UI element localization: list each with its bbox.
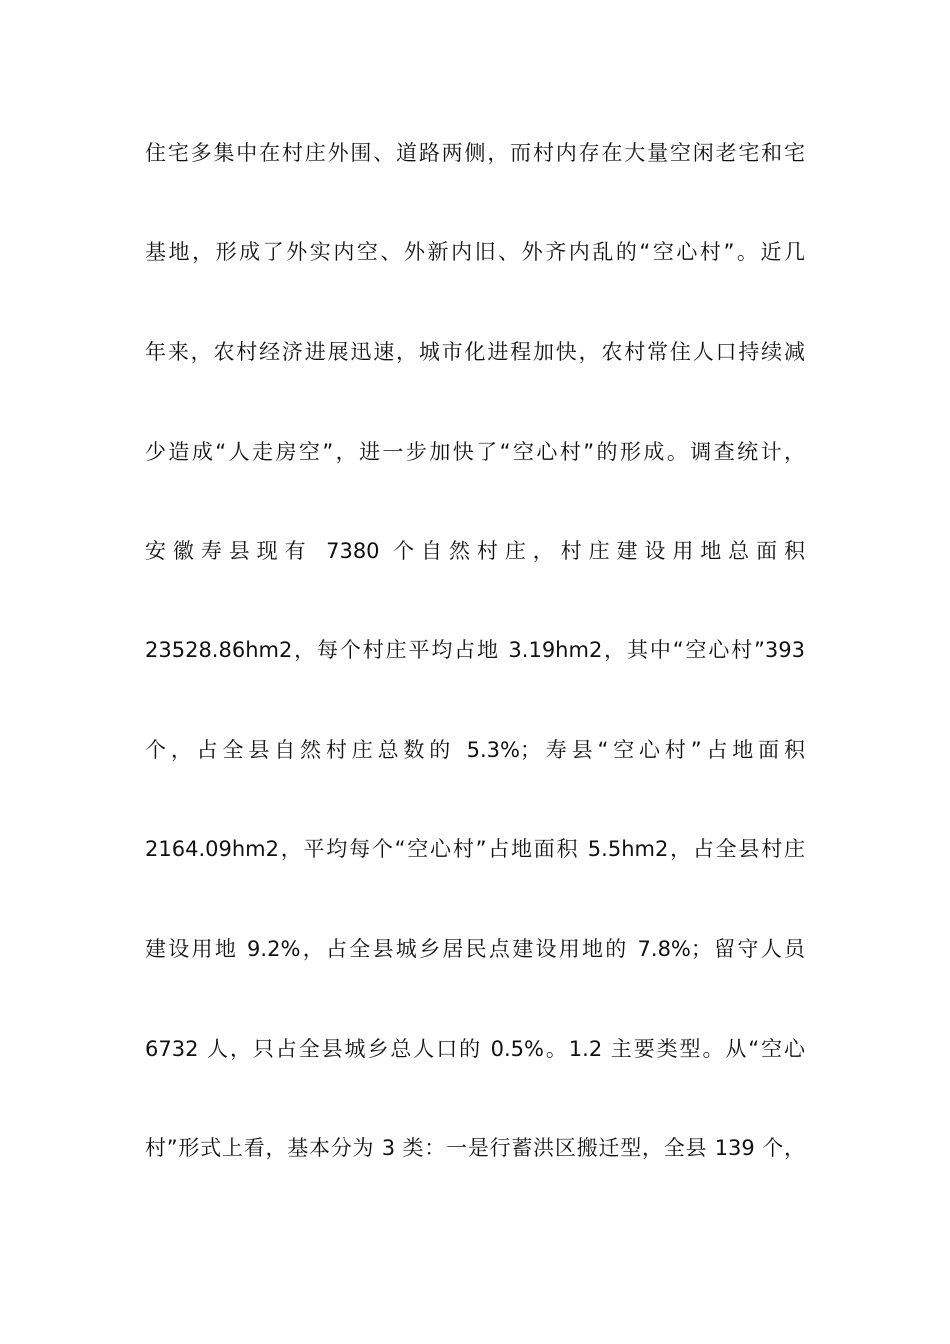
paragraph-line: 少造成“人走房空”，进一步加快了“空心村”的形成。调查统计， [145,440,805,464]
paragraph-line: 2164.09hm2，平均每个“空心村”占地面积 5.5hm2，占全县村庄 [145,837,805,861]
paragraph-line: 基地，形成了外实内空、外新内旧、外齐内乱的“空心村”。近几 [145,240,805,264]
paragraph-line: 6732 人，只占全县城乡总人口的 0.5%。1.2 主要类型。从“空心 [145,1037,805,1061]
paragraph-line: 年来，农村经济进展迅速，城市化进程加快，农村常住人口持续减 [145,340,805,364]
paragraph-line: 个，占全县自然村庄总数的 5.3%；寿县“空心村”占地面积 [145,738,805,762]
paragraph-line: 安徽寿县现有 7380 个自然村庄，村庄建设用地总面积 [145,539,805,563]
paragraph-line: 23528.86hm2，每个村庄平均占地 3.19hm2，其中“空心村”393 [145,638,805,662]
paragraph-line: 村”形式上看，基本分为 3 类：一是行蓄洪区搬迁型，全县 139 个， [145,1136,805,1160]
paragraph-line: 建设用地 9.2%，占全县城乡居民点建设用地的 7.8%；留守人员 [145,937,805,961]
paragraph-line: 住宅多集中在村庄外围、道路两侧，而村内存在大量空闲老宅和宅 [145,141,805,165]
